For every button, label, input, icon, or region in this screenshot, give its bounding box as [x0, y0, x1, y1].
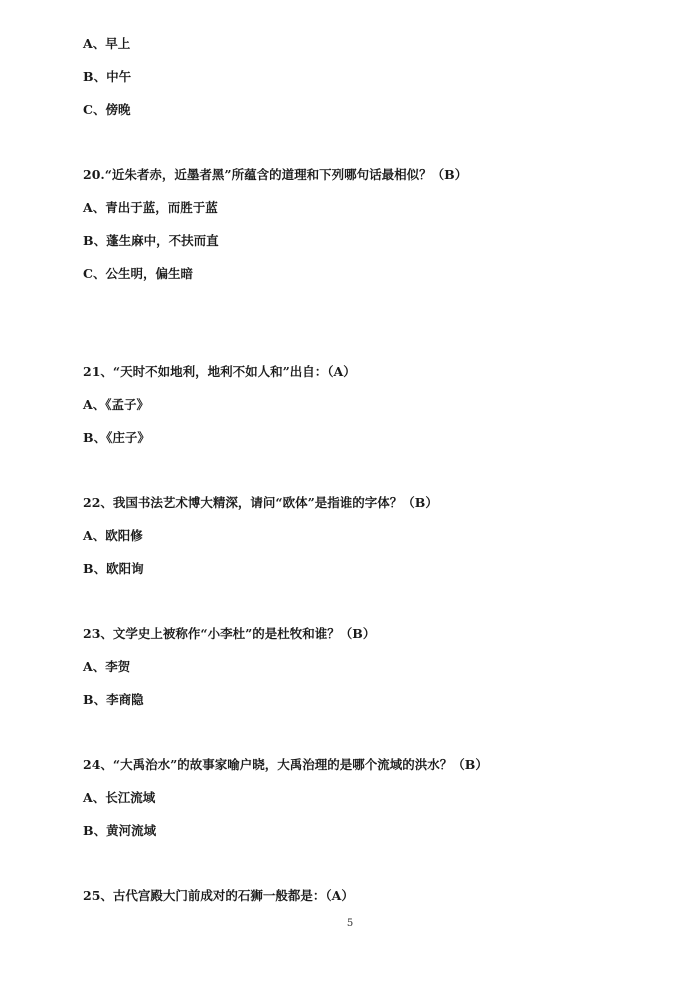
option-a: A、《孟子》: [83, 397, 149, 412]
question-25: 25、古代宫殿大门前成对的石狮一般都是：（A）: [83, 888, 354, 903]
option-b: B、黄河流域: [83, 823, 157, 838]
option-a: A、早上: [83, 36, 131, 51]
option-b: B、欧阳询: [83, 561, 144, 576]
option-a: A、欧阳修: [83, 528, 143, 543]
option-b: B、蓬生麻中，不扶而直: [83, 233, 219, 248]
option-c: C、傍晚: [83, 102, 131, 117]
option-a: A、青出于蓝，而胜于蓝: [83, 200, 218, 215]
question-20: 20.“近朱者赤，近墨者黑”所蕴含的道理和下列哪句话最相似？（B）: [83, 167, 468, 182]
option-b: B、李商隐: [83, 692, 144, 707]
question-22: 22、我国书法艺术博大精深，请问“欧体”是指谁的字体？（B）: [83, 495, 438, 510]
question-23: 23、文学史上被称作“小李杜”的是杜牧和谁？（B）: [83, 626, 376, 641]
option-a: A、长江流域: [83, 790, 156, 805]
page-number: 5: [346, 918, 354, 929]
question-24: 24、“大禹治水”的故事家喻户晓，大禹治理的是哪个流域的洪水？（B）: [83, 757, 488, 772]
option-b: B、中午: [83, 69, 132, 84]
option-a: A、李贺: [83, 659, 131, 674]
question-21: 21、“天时不如地利，地利不如人和”出自：（A）: [83, 364, 356, 379]
option-c: C、公生明，偏生暗: [83, 266, 193, 281]
option-b: B、《庄子》: [83, 430, 150, 445]
